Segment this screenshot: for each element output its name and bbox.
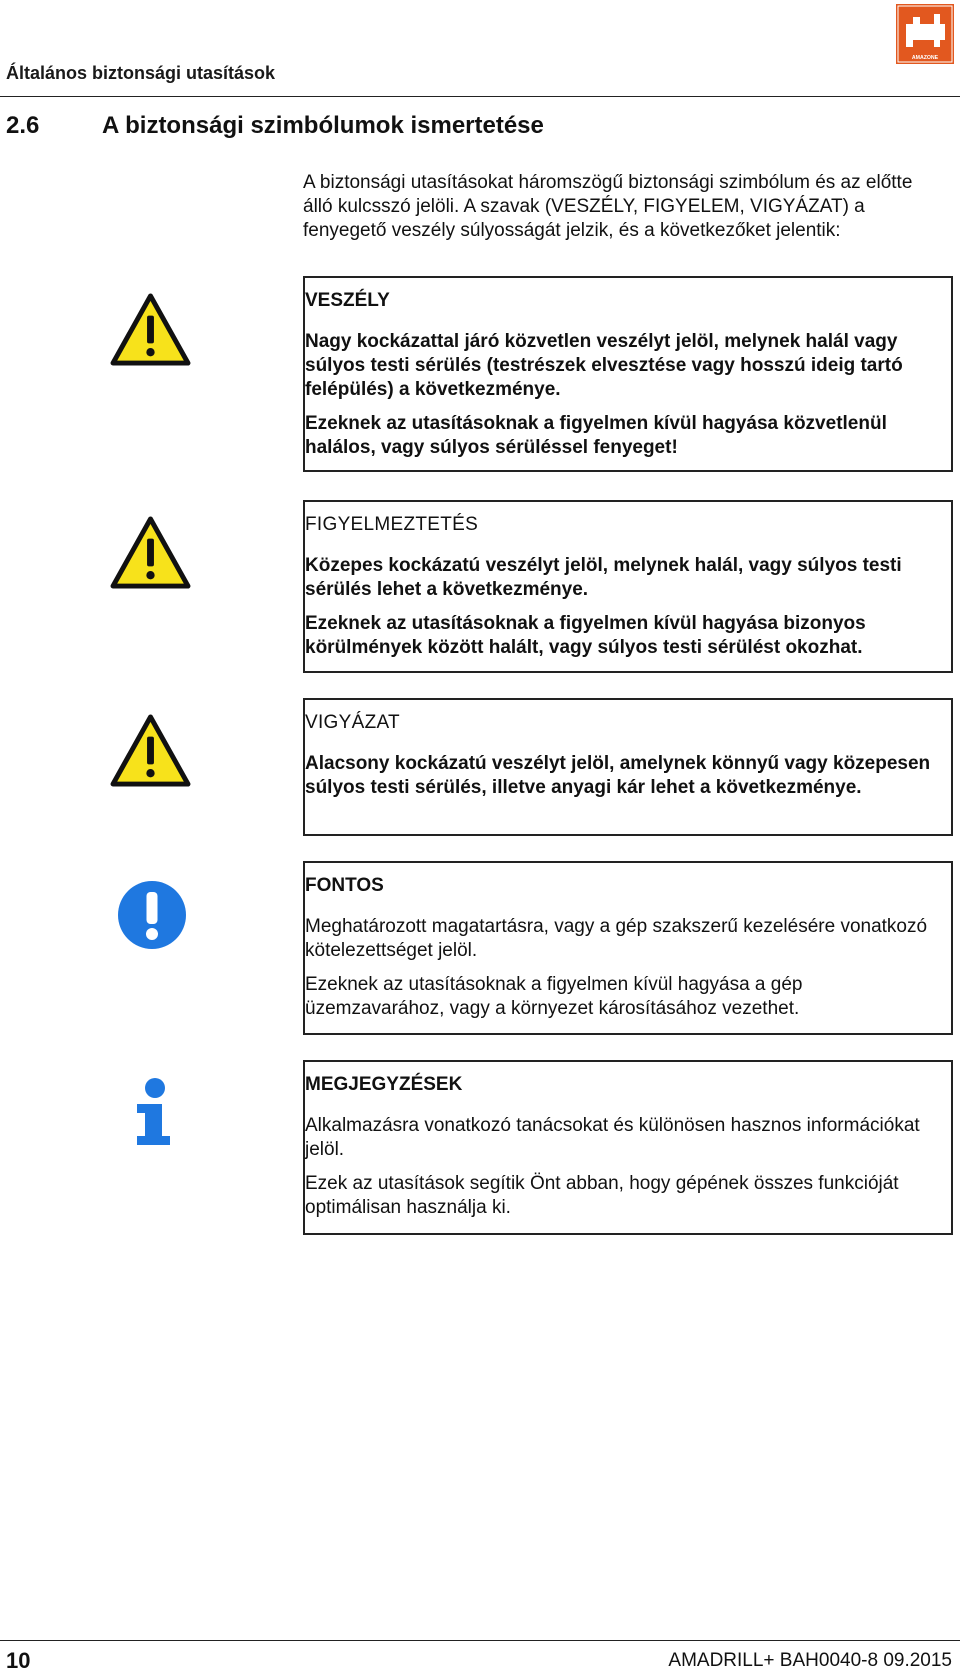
info-icon xyxy=(134,1078,174,1146)
notice-consequence: Ezeknek az utasításoknak a figyelmen kívül hagyása a gép üzemzavarához, vagy a környezet károsításához vezethet. xyxy=(305,974,803,1019)
notice-title: FONTOS xyxy=(305,875,384,896)
footer-divider xyxy=(0,1640,960,1641)
running-header-title: Általános biztonsági utasítások xyxy=(6,63,276,83)
section-title: A biztonsági szimbólumok ismertetése xyxy=(102,112,544,139)
notice-description: Alacsony kockázatú veszélyt jelöl, amelynek könnyű vagy közepesen súlyos testi sérülés, illetve anyagi kár lehet a következménye. xyxy=(305,753,931,798)
section-number: 2.6 xyxy=(6,112,40,139)
warning-triangle-icon xyxy=(109,515,192,590)
warning-triangle-icon xyxy=(109,713,192,788)
notice-description: Nagy kockázattal járó közvetlen veszélyt jelöl, melynek halál vagy súlyos testi sérülés (testrészek elvesztése vagy hosszú ideig tartó felépülés) a következménye. xyxy=(305,331,903,400)
section-intro: A biztonsági utasításokat háromszögű biztonsági szimbólum és az előtte álló kulcsszó jelöli. A szavak (VESZÉLY, FIGYELEM, VIGYÁZAT) a fenyegető veszély súlyosságát jelzik, és a következőket jelentik: xyxy=(303,172,913,241)
document-reference: AMADRILL+ BAH0040-8 09.2015 xyxy=(668,1650,952,1671)
notice-important xyxy=(303,861,953,1035)
notice-consequence: Ezeknek az utasításoknak a figyelmen kívül hagyása közvetlenül halálos, vagy súlyos sérüléssel fenyeget! xyxy=(305,413,887,458)
notice-title: MEGJEGYZÉSEK xyxy=(305,1074,463,1095)
page-number: 10 xyxy=(6,1648,31,1673)
notice-note xyxy=(303,1060,953,1235)
notice-consequence: Ezek az utasítások segítik Önt abban, hogy gépének összes funkcióját optimálisan használja ki. xyxy=(305,1173,899,1218)
amazone-logo xyxy=(896,4,954,64)
notice-warning xyxy=(303,500,953,673)
notice-caution xyxy=(303,698,953,836)
notice-consequence: Ezeknek az utasításoknak a figyelmen kívül hagyása bizonyos körülmények között halált, vagy súlyos testi sérülést okozhat. xyxy=(305,613,866,658)
section-heading xyxy=(6,112,544,140)
warning-triangle-icon xyxy=(109,292,192,367)
notice-title: VIGYÁZAT xyxy=(305,712,400,733)
svg-text:AMAZONE: AMAZONE xyxy=(911,55,939,61)
notice-description: Alkalmazásra vonatkozó tanácsokat és különösen hasznos információkat jelöl. xyxy=(305,1115,920,1160)
notice-description: Meghatározott magatartásra, vagy a gép szakszerű kezelésére vonatkozó kötelezettséget jelöl. xyxy=(305,916,928,961)
exclamation-circle-icon xyxy=(117,880,187,950)
header-divider xyxy=(0,96,960,97)
notice-title: VESZÉLY xyxy=(305,290,390,311)
notice-title: FIGYELMEZTETÉS xyxy=(305,514,479,535)
notice-description: Közepes kockázatú veszélyt jelöl, melynek halál, vagy súlyos testi sérülés lehet a következménye. xyxy=(305,555,902,600)
notice-danger xyxy=(303,276,953,472)
